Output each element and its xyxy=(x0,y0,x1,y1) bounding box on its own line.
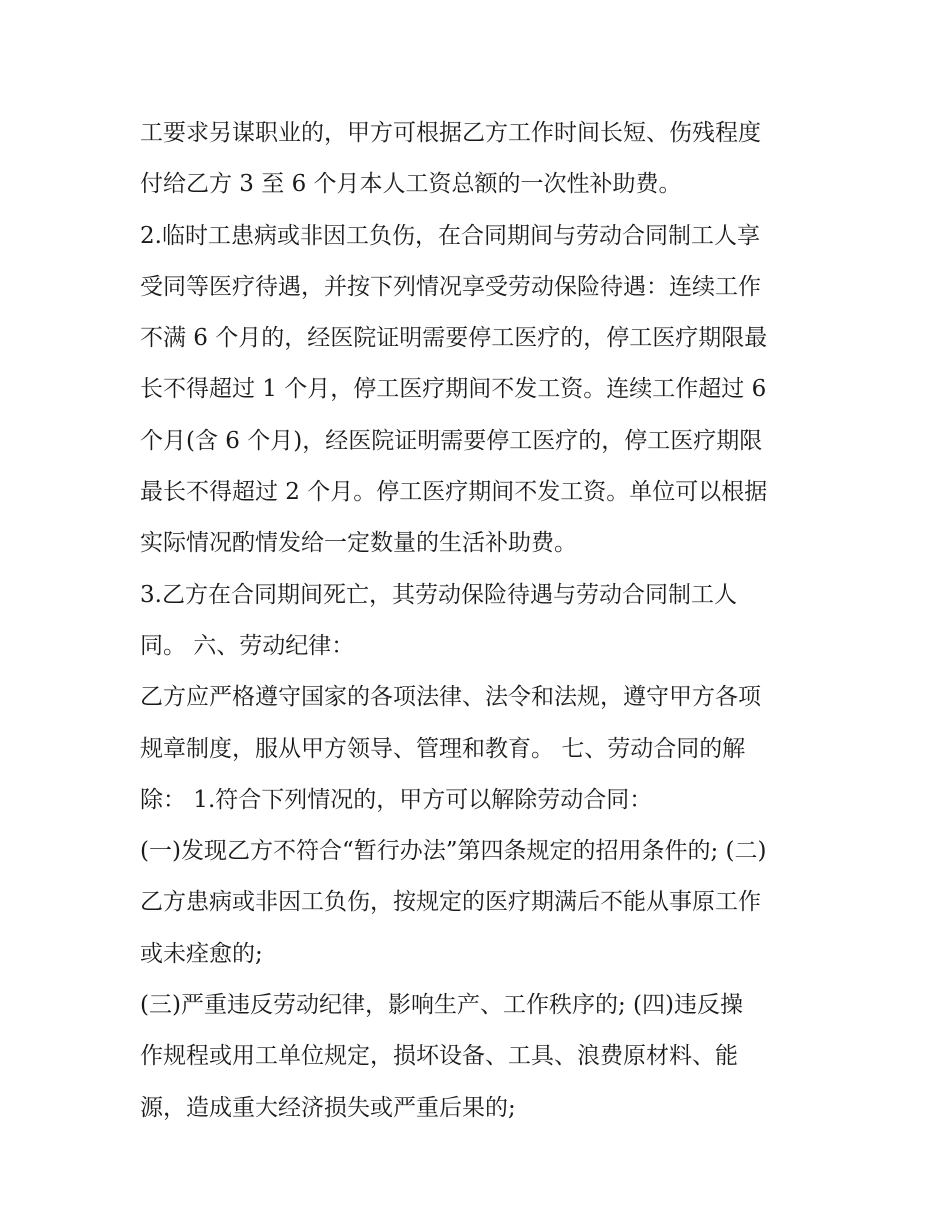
text-line: 除： 1.符合下列情况的，甲方可以解除劳动合同： xyxy=(140,786,653,813)
text-line: 规章制度，服从甲方领导、管理和教育。 七、劳动合同的解 xyxy=(140,735,746,762)
text-line: 不满 6 个月的，经医院证明需要停工医疗的，停工医疗期限最 xyxy=(140,325,768,352)
text-line: 工要求另谋职业的，甲方可根据乙方工作时间长短、伤残程度 xyxy=(140,120,761,146)
text-line: 作规程或用工单位规定，损坏设备、工具、浪费原材料、能 xyxy=(140,1043,738,1070)
text-line: 2.临时工患病或非因工负伤，在合同期间与劳动合同制工人享 xyxy=(140,222,760,249)
text-line: 受同等医疗待遇，并按下列情况享受劳动保险待遇：连续工作 xyxy=(140,273,761,300)
text-line: (一)发现乙方不符合“暂行办法”第四条规定的招用条件的; (二) xyxy=(140,838,767,865)
text-line: 最长不得超过 2 个月。停工医疗期间不发工资。单位可以根据 xyxy=(140,479,768,506)
text-line: 同。 六、劳动纪律： xyxy=(140,632,355,659)
text-line: (三)严重违反劳动纪律，影响生产、工作秩序的; (四)违反操 xyxy=(140,992,743,1019)
text-line: 乙方应严格遵守国家的各项法律、法令和法规，遵守甲方各项 xyxy=(140,684,761,711)
text-line: 长不得超过 1 个月，停工医疗期间不发工资。连续工作超过 6 xyxy=(140,376,767,403)
text-line: 或未痊愈的; xyxy=(140,940,263,967)
document-body xyxy=(140,108,820,1134)
text-line: 源，造成重大经济损失或严重后果的; xyxy=(140,1094,516,1121)
text-line: 乙方患病或非因工负伤，按规定的医疗期满后不能从事原工作 xyxy=(140,889,761,916)
text-line: 3.乙方在合同期间死亡，其劳动保险待遇与劳动合同制工人 xyxy=(140,581,737,608)
text-line: 个月(含 6 个月)，经医院证明需要停工医疗的，停工医疗期限 xyxy=(140,427,763,454)
text-line: 实际情况酌情发给一定数量的生活补助费。 xyxy=(140,530,577,557)
text-line: 付给乙方 3 至 6 个月本人工资总额的一次性补助费。 xyxy=(140,171,682,198)
